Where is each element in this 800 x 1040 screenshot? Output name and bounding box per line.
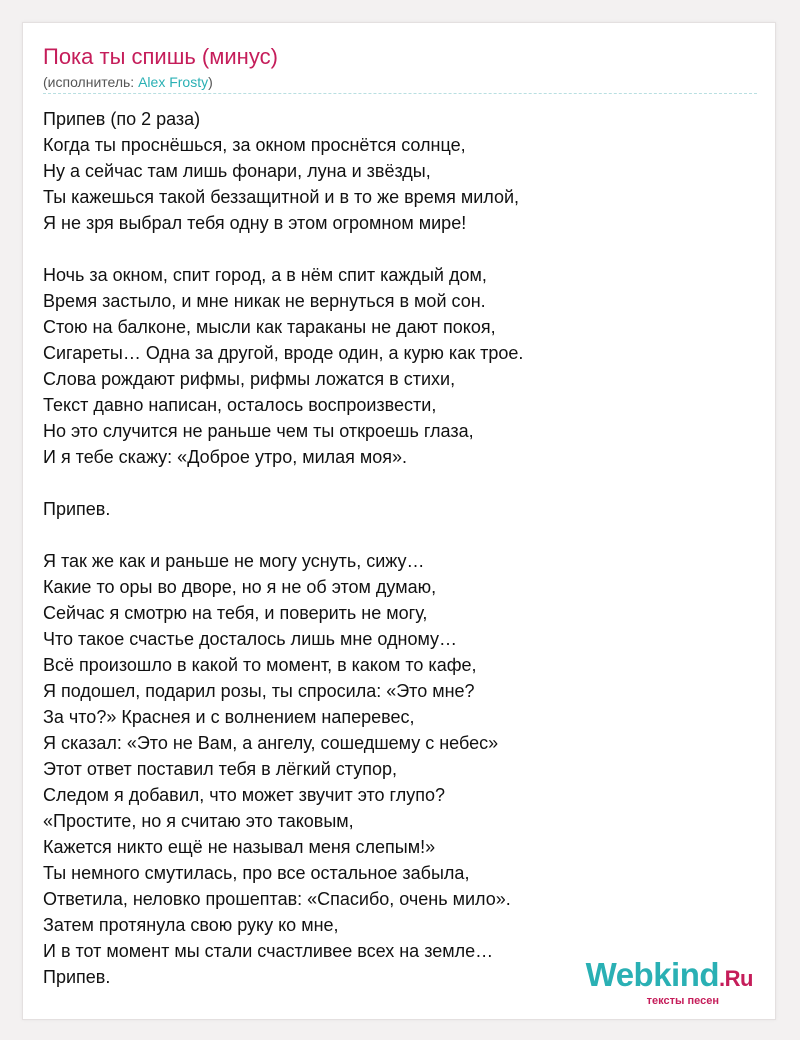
logo-wordmark (553, 955, 753, 999)
lyric-line: Сигареты… Одна за другой, вроде один, а курю как трое. (43, 343, 524, 363)
lyric-line: Сейчас я смотрю на тебя, и поверить не могу, (43, 603, 428, 623)
lyric-blank-line (43, 470, 755, 496)
lyric-line: Я так же как и раньше не могу уснуть, сижу… (43, 551, 425, 571)
lyric-line: Я не зря выбрал тебя одну в этом огромном мире! (43, 213, 467, 233)
lyric-line: Какие то оры во дворе, но я не об этом думаю, (43, 577, 437, 597)
logo-name: Webkind (585, 956, 720, 993)
artist-prefix: (исполнитель: (43, 74, 139, 90)
lyric-line: За что?» Краснея и с волнением наперевес, (43, 707, 415, 727)
lyric-line: Всё произошло в какой то момент, в каком то кафе, (43, 655, 477, 675)
lyric-line: Стою на балконе, мысли как тараканы не дают покоя, (43, 317, 496, 337)
artist-link[interactable]: Alex Frosty (138, 74, 209, 90)
logo-tagline: тексты песен (646, 995, 719, 1007)
lyric-line: Время застыло, и мне никак не вернуться в мой сон. (43, 291, 486, 311)
lyric-line: Затем протянула свою руку ко мне, (43, 915, 339, 935)
lyric-line: И в тот момент мы стали счастливее всех на земле… (43, 941, 494, 961)
site-logo[interactable] (553, 955, 753, 1011)
lyric-line: Припев (по 2 раза) (43, 109, 201, 129)
lyric-line: Я сказал: «Это не Вам, а ангелу, сошедшему с небес» (43, 733, 499, 753)
lyric-line: Следом я добавил, что может звучит это глупо? (43, 785, 445, 805)
lyrics-card (22, 22, 776, 1020)
lyric-line: Ну а сейчас там лишь фонари, луна и звёзды, (43, 161, 431, 181)
lyric-line: «Простите, но я считаю это таковым, (43, 811, 354, 831)
lyric-line: Слова рождают рифмы, рифмы ложатся в стихи, (43, 369, 456, 389)
artist-suffix: ) (208, 74, 213, 90)
lyric-line: Что такое счастье досталось лишь мне одному… (43, 629, 458, 649)
logo-tld: .Ru (719, 966, 753, 991)
lyric-line: Когда ты проснёшься, за окном проснётся солнце, (43, 135, 466, 155)
lyric-blank-line (43, 236, 755, 262)
lyric-line: Текст давно написан, осталось воспроизвести, (43, 395, 437, 415)
lyric-line: Но это случится не раньше чем ты откроешь глаза, (43, 421, 474, 441)
lyric-line: Припев. (43, 499, 111, 519)
divider (43, 93, 757, 94)
lyrics-text (43, 106, 755, 990)
artist-line (43, 73, 213, 91)
lyric-line: Кажется никто ещё не называл меня слепым!» (43, 837, 436, 857)
lyric-line: И я тебе скажу: «Доброе утро, милая моя». (43, 447, 408, 467)
lyric-line: Я подошел, подарил розы, ты спросила: «Это мне? (43, 681, 475, 701)
song-title: Пока ты спишь (минус) (43, 44, 278, 69)
lyric-line: Ответила, неловко прошептав: «Спасибо, очень мило». (43, 889, 511, 909)
lyric-line: Припев. (43, 967, 111, 987)
lyric-blank-line (43, 522, 755, 548)
lyric-line: Ты кажешься такой беззащитной и в то же время милой, (43, 187, 520, 207)
lyric-line: Этот ответ поставил тебя в лёгкий ступор, (43, 759, 398, 779)
lyric-line: Ночь за окном, спит город, а в нём спит каждый дом, (43, 265, 487, 285)
lyric-line: Ты немного смутилась, про все остальное забыла, (43, 863, 470, 883)
